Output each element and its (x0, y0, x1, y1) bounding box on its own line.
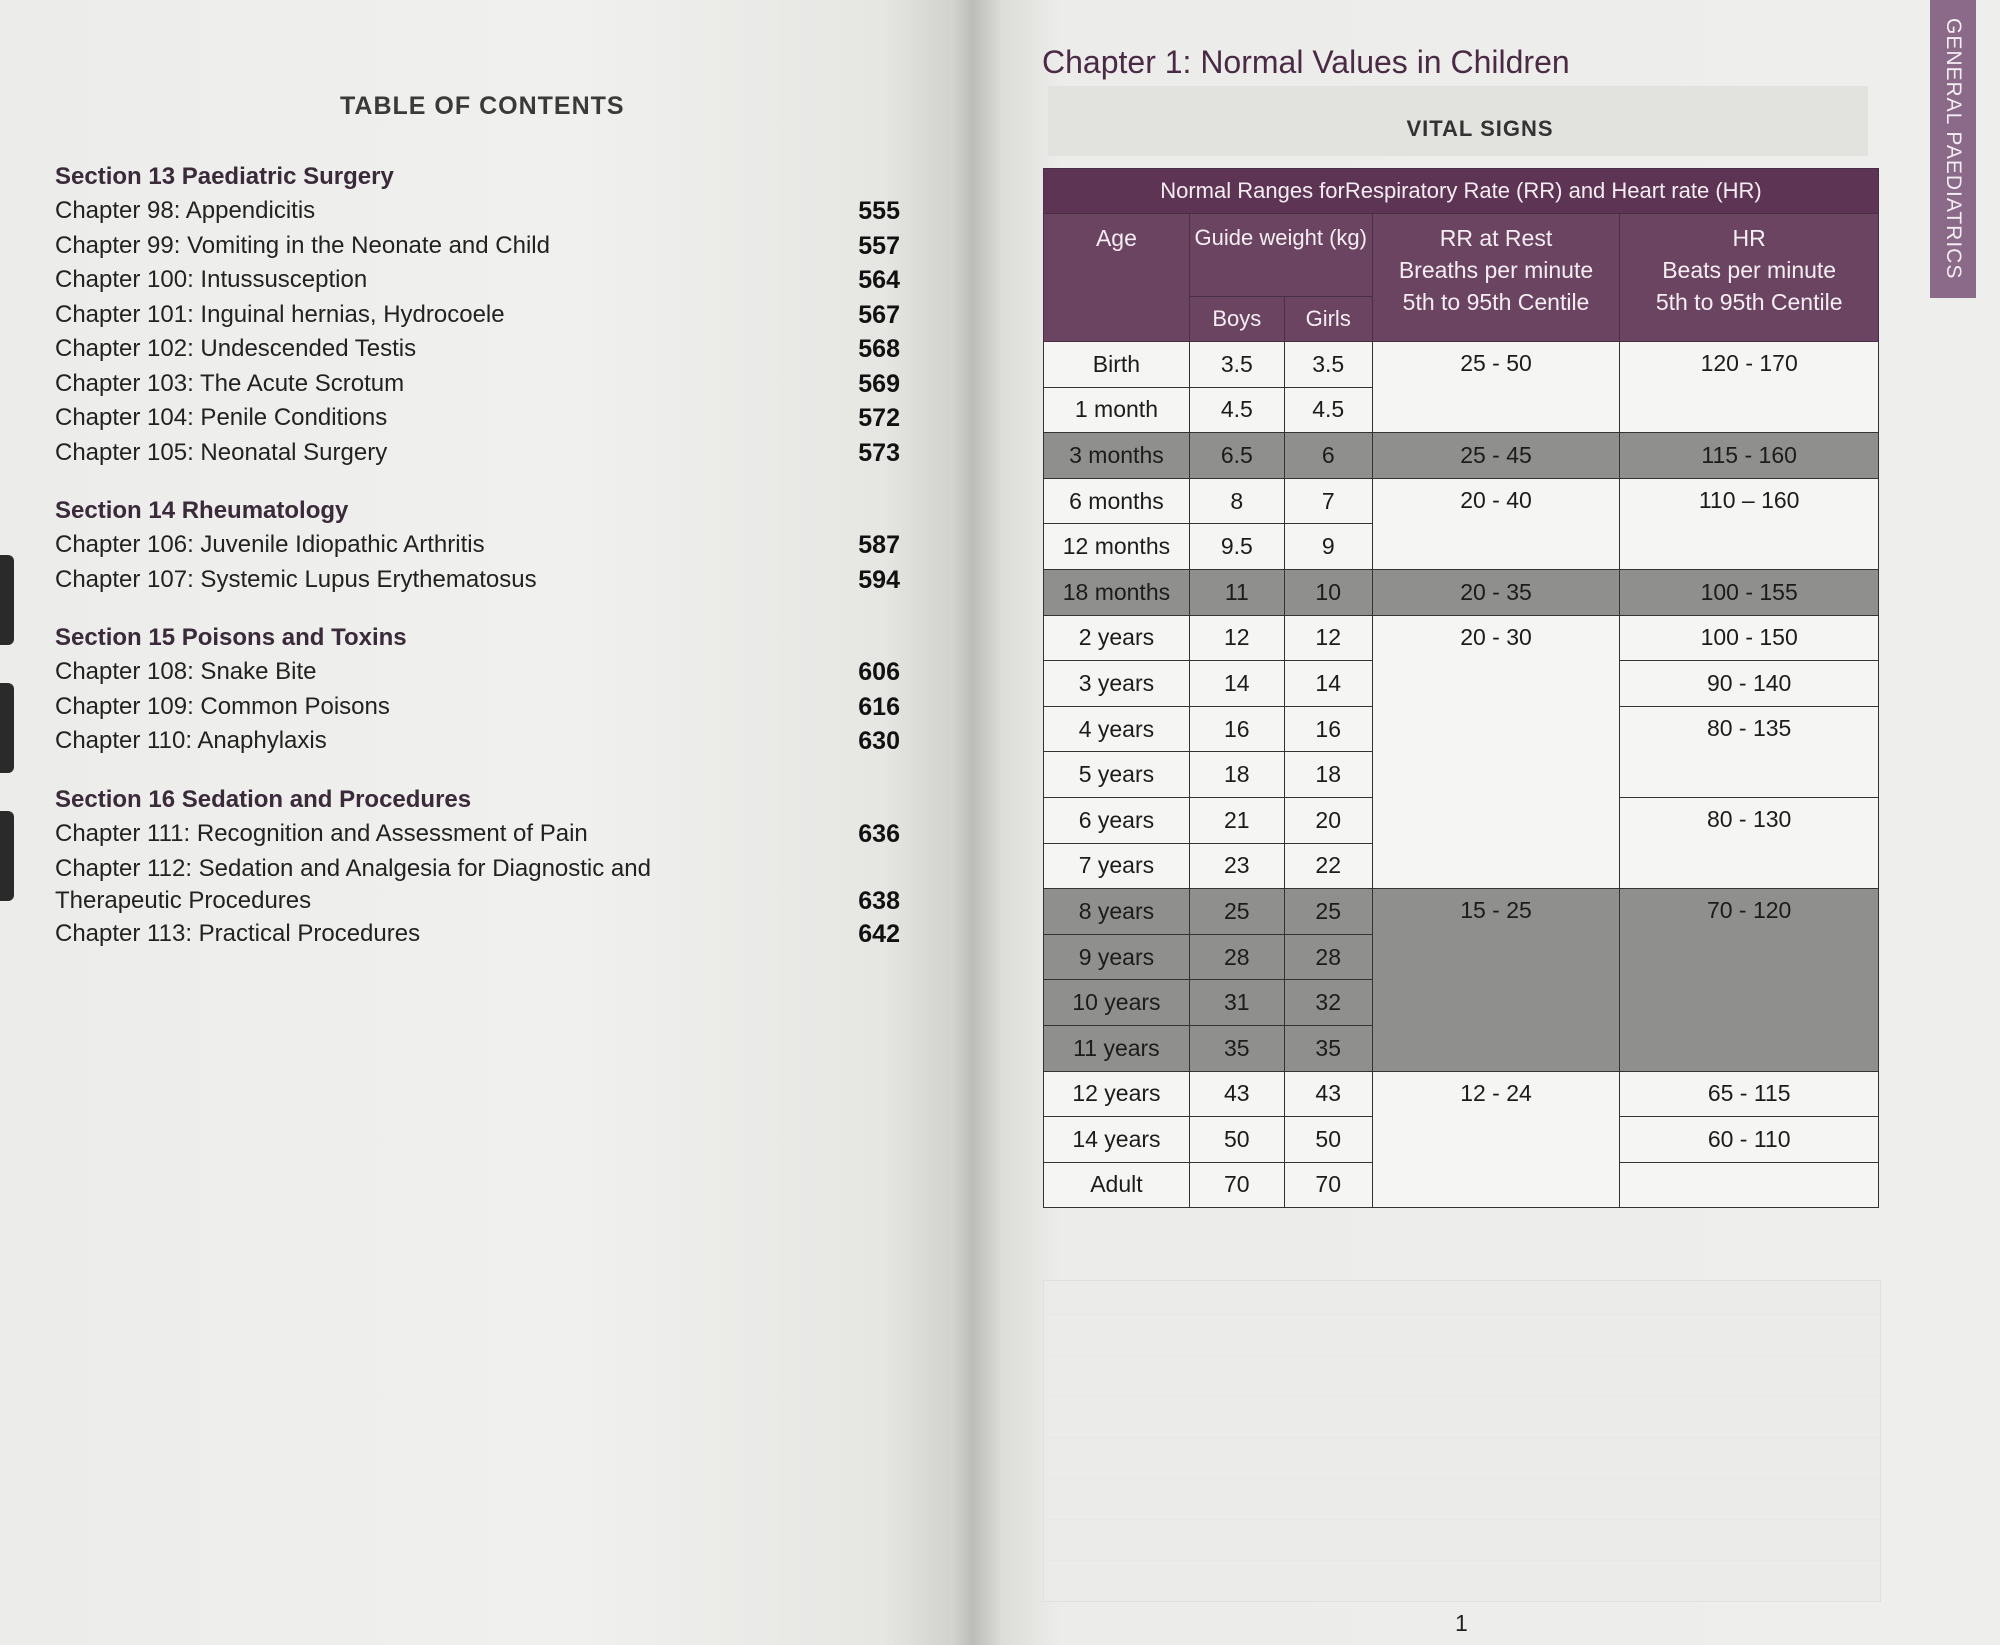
cell-girls: 16 (1284, 706, 1372, 752)
toc-entry (55, 851, 900, 917)
cell-girls: 35 (1284, 1025, 1372, 1071)
toc-entry-label: Chapter 108: Snake Bite (55, 658, 317, 685)
cell-age: 2 years (1044, 615, 1190, 661)
toc-entry-page: 555 (858, 197, 900, 225)
cell-girls: 4.5 (1284, 387, 1372, 433)
cell-boys: 16 (1189, 706, 1284, 752)
cell-girls: 50 (1284, 1117, 1372, 1163)
cell-boys: 25 (1189, 889, 1284, 935)
cell-hr: 80 - 130 (1620, 797, 1879, 888)
cell-boys: 21 (1189, 797, 1284, 843)
cell-girls: 14 (1284, 661, 1372, 707)
cell-age: 1 month (1044, 387, 1190, 433)
toc-entry-page: 606 (858, 658, 900, 686)
section-title: VITAL SIGNS (1406, 116, 1554, 141)
edge-marker (0, 555, 14, 645)
toc-entry (55, 401, 900, 436)
header-girls: Girls (1284, 297, 1372, 342)
toc-entry (55, 298, 900, 333)
table-row (1044, 1071, 1879, 1117)
cell-hr: 90 - 140 (1620, 661, 1879, 707)
toc-entry-page: 568 (858, 335, 900, 363)
toc-entry (55, 332, 900, 367)
toc-entry (55, 724, 900, 759)
page-edge-markers (0, 555, 14, 939)
cell-girls: 18 (1284, 752, 1372, 798)
toc-entry-label: Chapter 98: Appendicitis (55, 197, 316, 224)
side-tab (1930, 0, 1976, 298)
table-row (1044, 478, 1879, 524)
cell-boys: 11 (1189, 569, 1284, 615)
toc-entry-label: Chapter 113: Practical Procedures (55, 920, 421, 947)
cell-rr: 12 - 24 (1372, 1071, 1620, 1208)
toc-entry (55, 194, 900, 229)
toc-entry (55, 528, 900, 563)
cell-age: 6 years (1044, 797, 1190, 843)
cell-boys: 50 (1189, 1117, 1284, 1163)
vital-signs-table (1043, 168, 1879, 1208)
cell-girls: 9 (1284, 524, 1372, 570)
header-hr (1620, 214, 1879, 342)
cell-hr: 70 - 120 (1620, 889, 1879, 1071)
cell-boys: 43 (1189, 1071, 1284, 1117)
cell-girls: 22 (1284, 843, 1372, 889)
cell-boys: 8 (1189, 478, 1284, 524)
cell-hr: 80 - 135 (1620, 706, 1879, 797)
cell-girls: 32 (1284, 980, 1372, 1026)
cell-hr: 100 - 150 (1620, 615, 1879, 661)
table-row (1044, 433, 1879, 479)
toc-entry-page: 636 (858, 819, 900, 848)
cell-girls: 3.5 (1284, 342, 1372, 388)
header-age: Age (1044, 214, 1190, 342)
header-rr-title: RR at Rest (1439, 225, 1553, 251)
cell-age: 18 months (1044, 569, 1190, 615)
toc-entry-page: 573 (858, 438, 900, 467)
toc-entry-page: 572 (858, 404, 900, 432)
header-boys: Boys (1189, 297, 1284, 342)
cell-boys: 70 (1189, 1162, 1284, 1208)
right-page (1000, 0, 2000, 1645)
table-caption: Normal Ranges forRespiratory Rate (RR) and Heart rate (HR) (1044, 169, 1879, 214)
cell-girls: 6 (1284, 433, 1372, 479)
toc-entry-label: Chapter 104: Penile Conditions (55, 404, 388, 431)
toc-entry-label: Chapter 109: Common Poisons (55, 692, 390, 720)
cell-boys: 12 (1189, 615, 1284, 661)
toc-entry-page: 638 (858, 887, 900, 915)
toc-entry-label: Chapter 100: Intussusception (55, 266, 368, 293)
cell-hr: 110 – 160 (1620, 478, 1879, 569)
cell-hr: 65 - 115 (1620, 1071, 1879, 1117)
page-number: 1 (1455, 1610, 1468, 1636)
left-page (0, 0, 960, 1645)
toc-entry-label: Chapter 105: Neonatal Surgery (55, 438, 388, 466)
cell-age: 14 years (1044, 1117, 1190, 1163)
toc-entry-label: Chapter 112: Sedation and Analgesia for Diagnostic and Therapeutic Procedures (55, 855, 651, 914)
toc-section-heading: Section 16 Sedation and Procedures (55, 785, 472, 813)
table-row (1044, 615, 1879, 661)
toc-entry-label: Chapter 101: Inguinal hernias, Hydrocoele (55, 300, 505, 328)
cell-boys: 18 (1189, 752, 1284, 798)
toc-entry-label: Chapter 110: Anaphylaxis (55, 727, 327, 754)
cell-age: 12 years (1044, 1071, 1190, 1117)
cell-rr: 25 - 50 (1372, 342, 1620, 433)
cell-hr: 100 - 155 (1620, 569, 1879, 615)
cell-age: 12 months (1044, 524, 1190, 570)
toc-entry-page: 642 (858, 920, 900, 948)
header-hr-centile: 5th to 95th Centile (1655, 289, 1843, 315)
toc-section (55, 160, 900, 470)
toc-entry-page: 567 (858, 300, 900, 329)
toc-entry-page: 587 (858, 531, 900, 559)
table-row (1044, 342, 1879, 388)
cell-girls: 43 (1284, 1071, 1372, 1117)
cell-girls: 12 (1284, 615, 1372, 661)
header-rr-units: Breaths per minute (1398, 257, 1594, 283)
toc-entry (55, 917, 900, 952)
cell-rr: 25 - 45 (1372, 433, 1620, 479)
toc-section-heading: Section 14 Rheumatology (55, 497, 349, 524)
cell-age: 10 years (1044, 980, 1190, 1026)
cell-hr: 115 - 160 (1620, 433, 1879, 479)
cell-boys: 14 (1189, 661, 1284, 707)
cell-age: 6 months (1044, 478, 1190, 524)
edge-marker (0, 811, 14, 901)
book-gutter (950, 0, 1000, 1645)
cell-rr: 20 - 30 (1372, 615, 1620, 889)
toc-entry-page: 630 (858, 727, 900, 755)
toc-entry-page: 594 (858, 565, 900, 594)
cell-hr: 60 - 110 (1620, 1117, 1879, 1163)
toc-entry-page: 569 (858, 369, 900, 398)
cell-girls: 10 (1284, 569, 1372, 615)
toc-entry (55, 817, 900, 852)
toc-entry-label: Chapter 99: Vomiting in the Neonate and Child (55, 231, 550, 259)
cell-boys: 3.5 (1189, 342, 1284, 388)
header-weight: Guide weight (kg) (1189, 214, 1372, 297)
table-row (1044, 889, 1879, 935)
cell-girls: 28 (1284, 934, 1372, 980)
toc-entry (55, 436, 900, 471)
cell-age: 5 years (1044, 752, 1190, 798)
toc-entry-page: 564 (858, 266, 900, 294)
cell-girls: 70 (1284, 1162, 1372, 1208)
cell-age: 7 years (1044, 843, 1190, 889)
toc-entry (55, 263, 900, 298)
cell-girls: 7 (1284, 478, 1372, 524)
cell-boys: 35 (1189, 1025, 1284, 1071)
toc-entry (55, 229, 900, 264)
cell-girls: 25 (1284, 889, 1372, 935)
cell-boys: 6.5 (1189, 433, 1284, 479)
toc-section (55, 783, 900, 952)
cell-boys: 4.5 (1189, 387, 1284, 433)
cell-rr: 20 - 35 (1372, 569, 1620, 615)
cell-boys: 23 (1189, 843, 1284, 889)
cell-boys: 28 (1189, 934, 1284, 980)
cell-hr: 120 - 170 (1620, 342, 1879, 433)
table-row (1044, 569, 1879, 615)
edge-marker (0, 683, 14, 773)
toc-entry-label: Chapter 111: Recognition and Assessment of Pain (55, 819, 588, 847)
chapter-title: Chapter 1: Normal Values in Children (1042, 44, 1570, 80)
cell-boys: 9.5 (1189, 524, 1284, 570)
cell-girls: 20 (1284, 797, 1372, 843)
cell-rr: 15 - 25 (1372, 889, 1620, 1071)
side-tab-label: GENERAL PAEDIATRICS (1942, 18, 1965, 280)
header-rr-centile: 5th to 95th Centile (1402, 289, 1590, 315)
cell-rr: 20 - 40 (1372, 478, 1620, 569)
toc-entry (55, 655, 900, 690)
toc-entry-page: 557 (858, 231, 900, 260)
cell-age: 11 years (1044, 1025, 1190, 1071)
cell-age: 3 months (1044, 433, 1190, 479)
toc-entry-page: 616 (858, 692, 900, 721)
bleed-through-table (1043, 1280, 1881, 1602)
header-hr-units: Beats per minute (1662, 257, 1837, 283)
cell-age: 8 years (1044, 889, 1190, 935)
cell-age: 9 years (1044, 934, 1190, 980)
toc-section (55, 494, 900, 597)
toc-entry (55, 563, 900, 598)
toc-entry-label: Chapter 103: The Acute Scrotum (55, 369, 405, 397)
cell-boys: 31 (1189, 980, 1284, 1026)
toc-list (55, 160, 900, 976)
toc-section-heading: Section 15 Poisons and Toxins (55, 624, 407, 651)
toc-entry-label: Chapter 102: Undescended Testis (55, 335, 417, 362)
cell-hr (1620, 1162, 1879, 1208)
toc-entry-label: Chapter 106: Juvenile Idiopathic Arthritis (55, 531, 485, 558)
cell-age: Adult (1044, 1162, 1190, 1208)
header-hr-title: HR (1732, 225, 1766, 251)
cell-age: 4 years (1044, 706, 1190, 752)
toc-section-heading: Section 13 Paediatric Surgery (55, 163, 394, 190)
cell-age: 3 years (1044, 661, 1190, 707)
header-rr (1372, 214, 1620, 342)
toc-entry (55, 367, 900, 402)
cell-age: Birth (1044, 342, 1190, 388)
toc-heading: TABLE OF CONTENTS (340, 92, 625, 120)
toc-entry-label: Chapter 107: Systemic Lupus Erythematosus (55, 565, 537, 593)
toc-section (55, 621, 900, 759)
toc-entry (55, 690, 900, 725)
